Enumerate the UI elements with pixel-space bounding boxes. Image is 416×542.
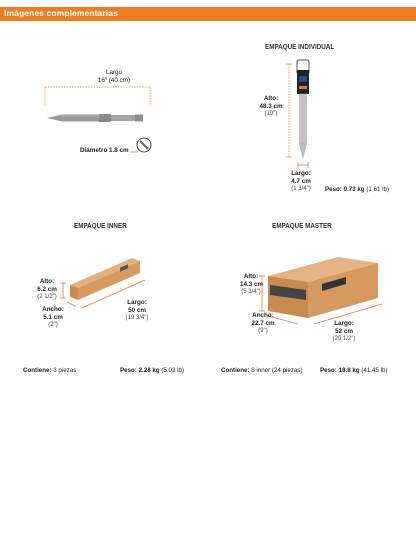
product-largo-label-text: Largo [105,69,123,76]
master-largo [326,320,362,343]
inner-ancho-cm: 5.1 cm [43,313,63,321]
individual-peso-label: Peso: [325,186,342,193]
inner-alto-cm: 6.2 cm [37,285,57,293]
master-contiene-value: 8 inner (24 piezas) [251,367,303,374]
individual-peso-value: 0.73 kg [343,186,365,193]
master-alto-in: (5 3/4") [241,289,261,296]
individual-alto-cm: 48.3 cm [259,102,283,110]
inner-contiene-label: Contiene: [23,367,52,374]
inner-largo-in: (19 3/4") [125,315,149,322]
individual-peso-lb: (1.61 lb) [366,186,390,193]
product-largo-value: 16" (40 cm) [97,76,131,84]
inner-peso-value: 2.28 kg [138,367,160,374]
individual-title: EMPAQUE INDIVIDUAL [265,44,335,51]
master-largo-in: (20 1/2") [332,336,356,343]
master-peso-label: Peso: [320,367,337,374]
individual-largo-cm: 4.7 cm [291,177,311,185]
master-ancho-label: Ancho: [252,312,274,319]
master-alto [240,273,262,296]
inner-peso-label: Peso: [120,367,137,374]
master-contiene [221,367,303,374]
inner-ancho-label: Ancho: [42,306,64,313]
individual-alto-in: (19") [264,111,278,118]
master-peso-lb: (41.45 lb) [361,367,388,374]
inner-ancho-in: (2") [48,322,58,329]
inner-peso-lb: (5.03 lb) [161,367,185,374]
master-alto-label: Alto: [243,273,259,280]
individual-largo-label: Largo: [291,170,311,177]
master-peso [320,367,387,374]
inner-contiene-value: 3 piezas [53,367,77,374]
master-ancho [250,312,276,335]
product-diametro-label: Diámetro 1.8 cm [80,147,129,154]
master-largo-label: Largo: [334,320,354,327]
master-largo-cm: 52 cm [335,327,353,335]
section-header-title: Imágenes complementarias [4,8,118,18]
inner-largo-label: Largo: [127,299,147,306]
individual-largo-in: (1 3/4") [291,186,311,193]
master-contiene-label: Contiene: [221,367,250,374]
inner-title: EMPAQUE INNER [74,223,127,230]
master-box-image [268,257,378,318]
individual-alto-label: Alto: [263,95,279,102]
master-alto-cm: 14.3 cm [240,280,264,288]
inner-alto-in: (2 1/2") [37,294,57,301]
master-title: EMPAQUE MASTER [272,223,332,230]
master-ancho-in: (9") [258,328,268,335]
master-ancho-cm: 22.7 cm [251,319,275,327]
inner-largo-cm: 50 cm [128,306,146,314]
master-peso-value: 18.8 kg [338,367,360,374]
inner-alto-label: Alto: [39,278,55,285]
